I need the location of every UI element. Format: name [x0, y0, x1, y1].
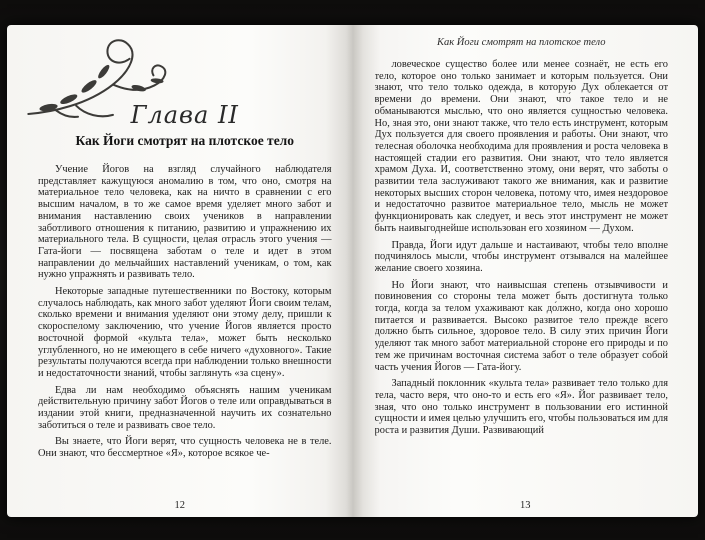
right-page-content [375, 25, 669, 493]
paragraph: Вы знаете, что Йоги верят, что сущность человека не в теле. Они знают, что бессмертное «Я», которое всякое че- [38, 436, 332, 460]
paragraph: Правда, Йоги идут дальше и настаивают, чтобы тело вполне подчинялось мысли, чтобы инструмент отзывался на малейшее желание своего хозяина. [374, 239, 668, 274]
book-spread [7, 25, 698, 517]
page-number-left: 12 [174, 500, 185, 511]
paragraph: Едва ли нам необходимо объяснять нашим ученикам действительную причину забот Йогов о теле или оправдываться в издании этой книги, предназначенной научить их сознательно заботиться о теле и развивать свое тело. [38, 384, 332, 431]
right-page [353, 25, 699, 517]
right-page-body [375, 59, 669, 437]
paragraph: Но Йоги знают, что наивысшая степень отзывчивости и повиновения со стороны тела может быть достигнута только тогда, когда за телом ухаживают как до́лжно, когда оно хорошо питается и развивается. Высоко развитое тело прежде всего должно быть сильное, здоровое тело. В силу этих причин Йоги уделяют так много забот материальной стороне его природы и по тем же причинам восточная система забот о теле образует собой часть учения Йогов — Гата-йогу. [374, 279, 668, 373]
paragraph: ловеческое существо более или менее сознаёт, не есть его тело, которое оно только занимает и которым пользуется. Они знают, что тело только одежда, в которую Дух облекается от времени до времени. Они знают, что́ такое тело и не обманываются мыслью, что оно является сущностью человека. Но, зная это, они знают также, что тело есть инструмент, которым Дух пользуется для своего проявления и работы. Они знают, что телесная оболочка необходима для проявления и роста человека в настоящей стадии его развития. Они знают, что тело является храмом Духа. И, соответственно этому, они верят, что заботы о развитии тела заслуживают такого же внимания, как и развитие некоторых высших сторон человека, потому что, имея нездоровое и недостаточно развитое материальное тело, мысль не может функционировать как следует, и весь этот инструмент не может быть наивыгоднейше использован его хозяином — Духом. [374, 59, 668, 234]
page-number-right: 13 [520, 500, 531, 511]
paragraph: Учение Йогов на взгляд случайного наблюдателя представляет кажущуюся аномалию в том, что оно, смотря на материальное тело человека, как на ничто в сравнении с его высшим началом, в то же самое время уделяет много забот и внимания наставлению своих учеников в направлении заботливого отношения к питанию, развитию и упражнению их материального тела. В сущности, целая отрасль этого учения — Гата-йоги — посвящена заботам о теле и идет в этом направлении до мельчайших наставлений ученикам, о том, как нужно упражнять и развивать тело. [38, 164, 332, 281]
running-head: Как Йоги смотрят на плотское тело [437, 37, 606, 48]
left-page-content [38, 25, 332, 493]
chapter-title: Как Йоги смотрят на плотское тело [75, 133, 295, 148]
chapter-label: Глава II [130, 101, 239, 129]
paragraph: Западный поклонник «культа тела» развивает тело только для тела, часто веря, что оно-то и есть его «Я». Йог развивает тело, зная, что оно только инструмент в пользовании его истинной сущности и имея целью улучшить его, чтобы пользоваться им для роста и развития Души. Развивающий [374, 378, 668, 437]
paragraph: Некоторые западные путешественники по Востоку, которым случалось наблюдать, как много забот уделяют Йоги своим телам, сколько времени и внимания уделяют они этому делу, пришли к скороспелому заключению, что учение Йогов является просто восточной формой «культа тела», может быть несколько углубленного, но не имеющего в себе ничего «духовного». Такие результаты получаются всегда при наблюдении только внешности и недостаточности знаний, чтобы заглянуть «за сцену». [38, 286, 332, 379]
left-page-body [38, 164, 332, 460]
left-page [7, 25, 353, 517]
